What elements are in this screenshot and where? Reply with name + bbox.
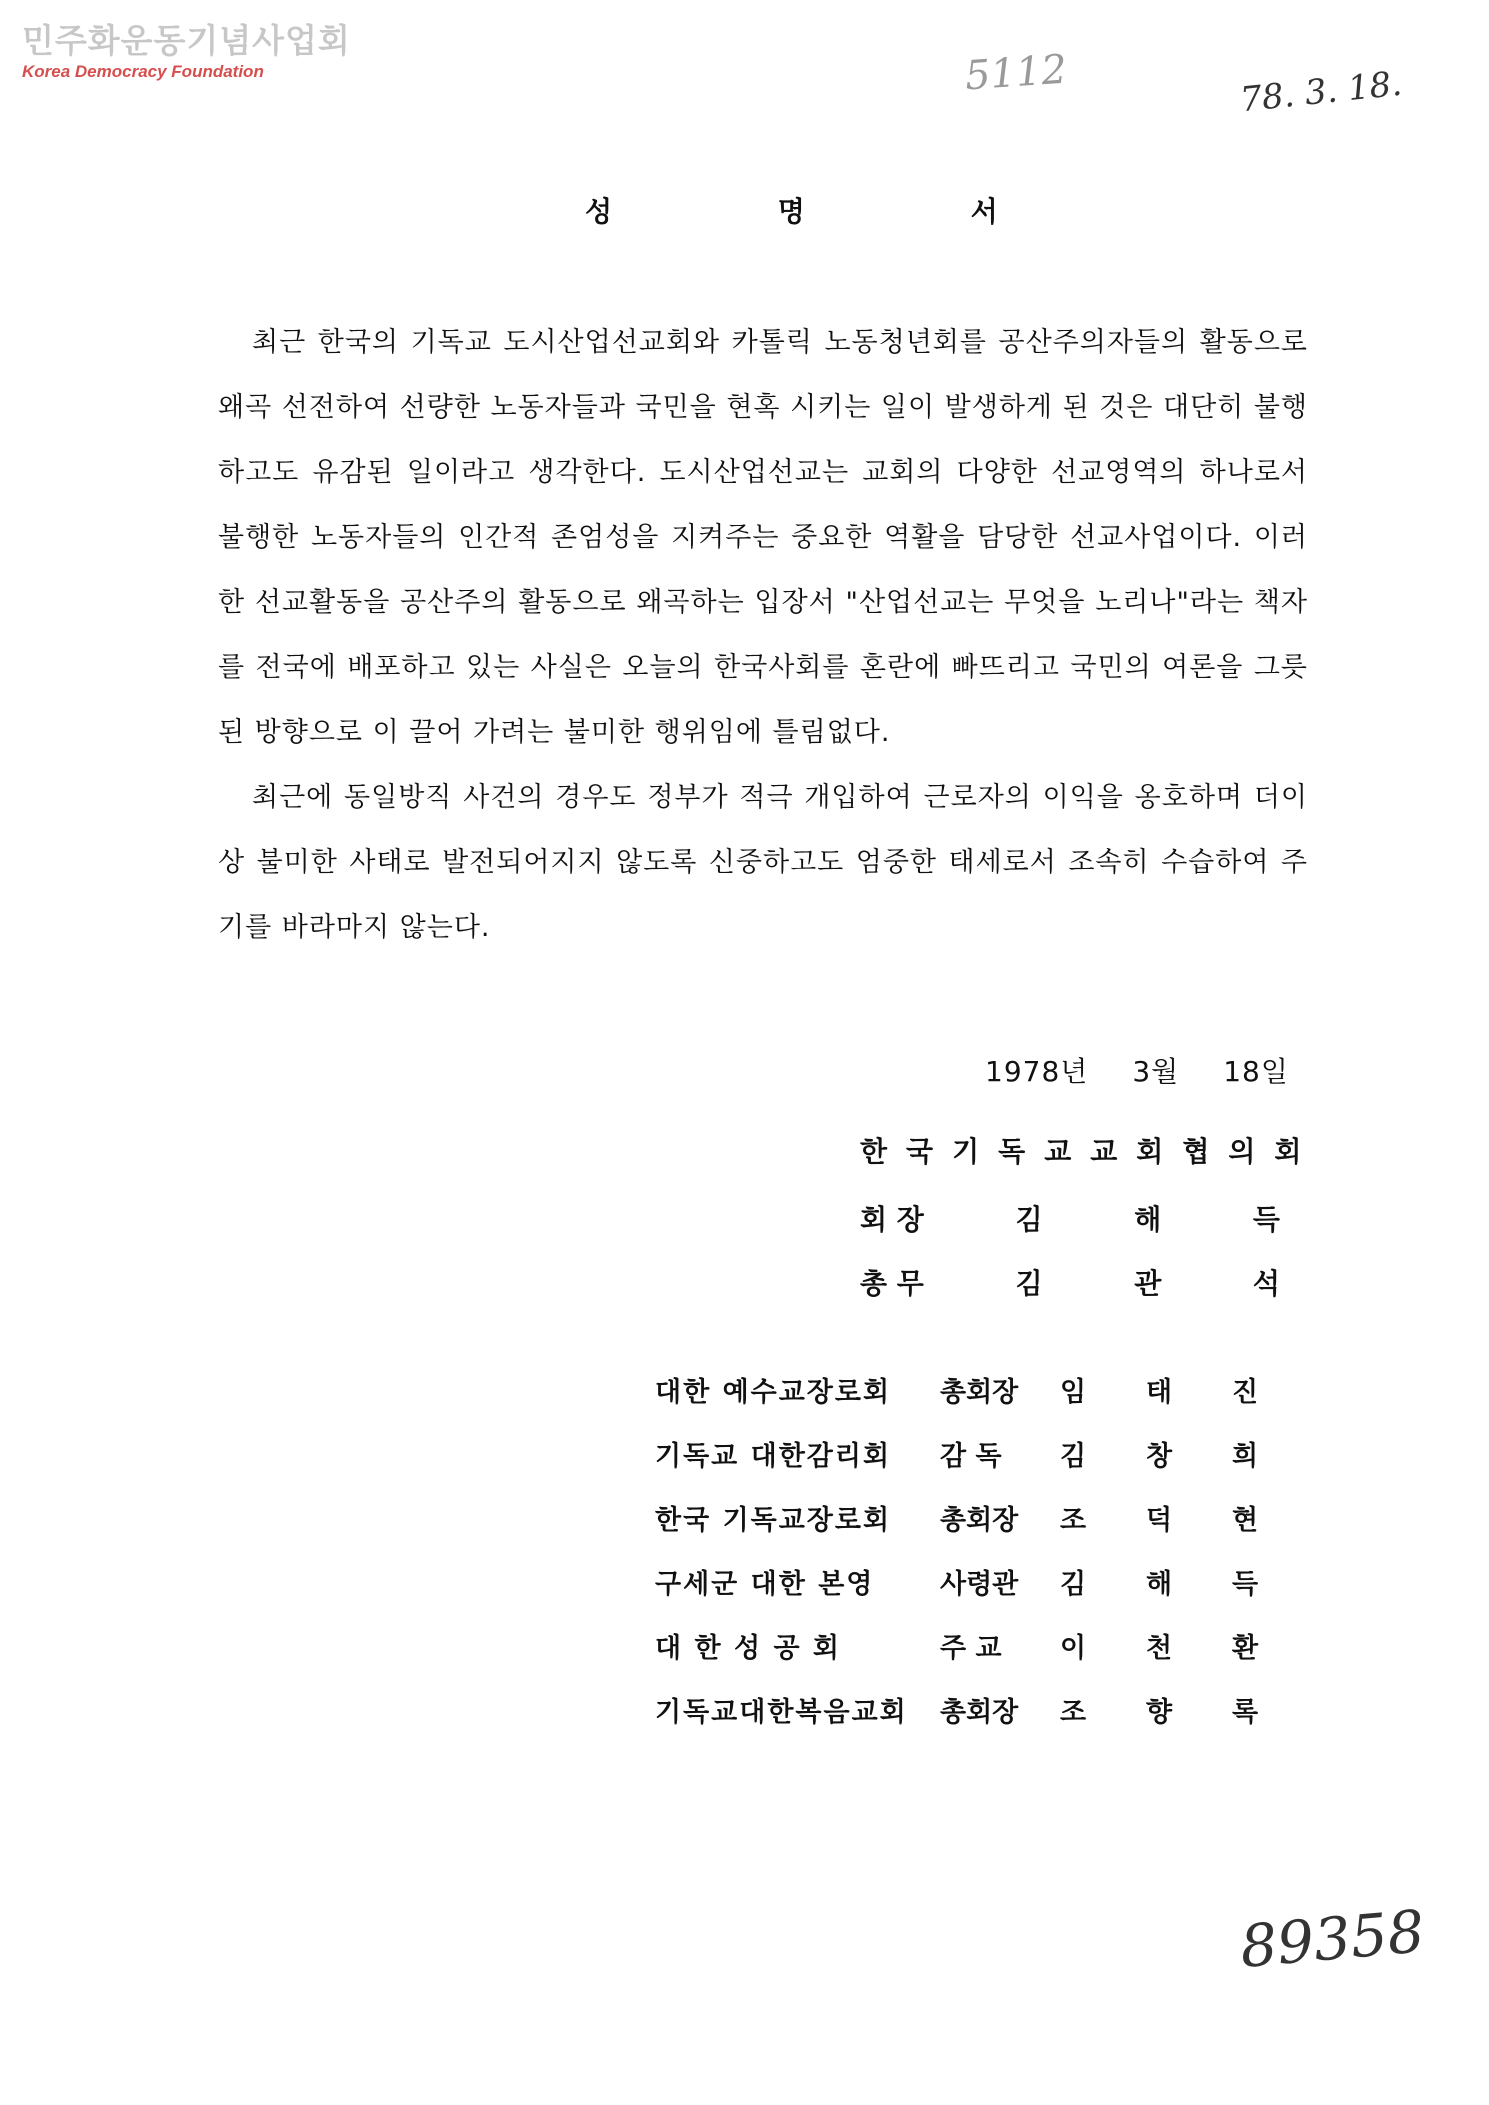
name-char: 희 bbox=[1232, 1440, 1259, 1472]
signer-title: 총회장 bbox=[940, 1504, 1019, 1536]
name-char: 김 bbox=[1015, 1203, 1043, 1236]
handwritten-date: 78. 3. 18. bbox=[1238, 63, 1404, 121]
date-day: 18일 bbox=[1223, 1055, 1289, 1088]
name-char: 환 bbox=[1232, 1632, 1259, 1664]
chair-title: 회 장 bbox=[860, 1203, 924, 1236]
name-char: 관 bbox=[1134, 1267, 1162, 1300]
signer-row bbox=[655, 1549, 1272, 1613]
signer-title: 감 독 bbox=[940, 1440, 1002, 1472]
signer-row bbox=[655, 1357, 1272, 1421]
statement-date bbox=[985, 1050, 1333, 1090]
signer-title: 총회장 bbox=[940, 1376, 1019, 1408]
name-char: 석 bbox=[1252, 1267, 1280, 1300]
handwritten-code: 5112 bbox=[963, 46, 1069, 100]
signer-row bbox=[655, 1677, 1272, 1741]
signer-church: 구세군 대한 본영 bbox=[655, 1568, 875, 1600]
signer-row bbox=[655, 1485, 1272, 1549]
name-char: 득 bbox=[1232, 1568, 1259, 1600]
signer-row bbox=[655, 1421, 1272, 1485]
document-title: 성 명 서 bbox=[585, 195, 1076, 228]
signer-row bbox=[655, 1613, 1272, 1677]
name-char: 해 bbox=[1146, 1568, 1173, 1600]
name-char: 해 bbox=[1134, 1203, 1162, 1236]
name-char: 진 bbox=[1232, 1376, 1259, 1408]
signer-list bbox=[655, 1357, 1272, 1741]
name-char: 이 bbox=[1060, 1632, 1087, 1664]
signer-church: 기독교대한복음교회 bbox=[655, 1696, 908, 1728]
name-char: 김 bbox=[1060, 1568, 1087, 1600]
watermark-logo bbox=[22, 22, 351, 82]
name-char: 태 bbox=[1146, 1376, 1173, 1408]
watermark-korean: 민주화운동기념사업회 bbox=[22, 21, 351, 60]
signer-title: 주 교 bbox=[940, 1632, 1002, 1664]
paragraph: 최근에 동일방직 사건의 경우도 정부가 적극 개입하여 근로자의 이익을 옹호하며 더이상 불미한 사태로 발전되어지지 않도록 신중하고도 엄중한 태세로서 조속히 수습하여 주기를 바라마지 않는다. bbox=[218, 782, 1308, 943]
organization-chair bbox=[860, 1198, 1280, 1238]
signer-church: 대한 예수교장로회 bbox=[655, 1376, 892, 1408]
organization-name: 한국기독교교회협의회 bbox=[860, 1135, 1321, 1168]
name-char: 천 bbox=[1146, 1632, 1173, 1664]
name-char: 현 bbox=[1232, 1504, 1259, 1536]
name-char: 덕 bbox=[1146, 1504, 1173, 1536]
signer-church: 기독교 대한감리회 bbox=[655, 1440, 892, 1472]
date-year: 1978년 bbox=[985, 1055, 1089, 1088]
name-char: 득 bbox=[1252, 1203, 1280, 1236]
statement-body bbox=[218, 310, 1308, 960]
signer-church: 한국 기독교장로회 bbox=[655, 1504, 892, 1536]
name-char: 향 bbox=[1146, 1696, 1173, 1728]
signer-title: 총회장 bbox=[940, 1696, 1019, 1728]
signer-church: 대 한 성 공 회 bbox=[655, 1632, 842, 1664]
watermark-english: Korea Democracy Foundation bbox=[22, 62, 264, 81]
signer-title: 사령관 bbox=[940, 1568, 1019, 1600]
name-char: 김 bbox=[1015, 1267, 1043, 1300]
handwritten-number: 89358 bbox=[1237, 1897, 1428, 1981]
secretary-title: 총 무 bbox=[860, 1267, 924, 1300]
name-char: 임 bbox=[1060, 1376, 1087, 1408]
name-char: 창 bbox=[1146, 1440, 1173, 1472]
name-char: 록 bbox=[1232, 1696, 1259, 1728]
name-char: 김 bbox=[1060, 1440, 1087, 1472]
date-month: 3월 bbox=[1132, 1055, 1180, 1088]
organization-secretary bbox=[860, 1262, 1280, 1302]
name-char: 조 bbox=[1060, 1504, 1087, 1536]
name-char: 조 bbox=[1060, 1696, 1087, 1728]
paragraph: 최근 한국의 기독교 도시산업선교회와 카톨릭 노동청년회를 공산주의자들의 활동으로 왜곡 선전하여 선량한 노동자들과 국민을 현혹 시키는 일이 발생하게 된 것은 대단히 불행하고도 유감된 일이라고 생각한다. 도시산업선교는 교회의 다양한 선교영역의 하나로서 불행한 노동자들의 인간적 존엄성을 지켜주는 중요한 역활을 담당한 선교사업이다. 이러한 선교활동을 공산주의 활동으로 왜곡하는 입장서 "산업선교는 무엇을 노리나"라는 책자를 전국에 배포하고 있는 사실은 오늘의 한국사회를 혼란에 빠뜨리고 국민의 여론을 그릇된 방향으로 이 끌어 가려는 불미한 행위임에 틀림없다. bbox=[218, 327, 1308, 748]
